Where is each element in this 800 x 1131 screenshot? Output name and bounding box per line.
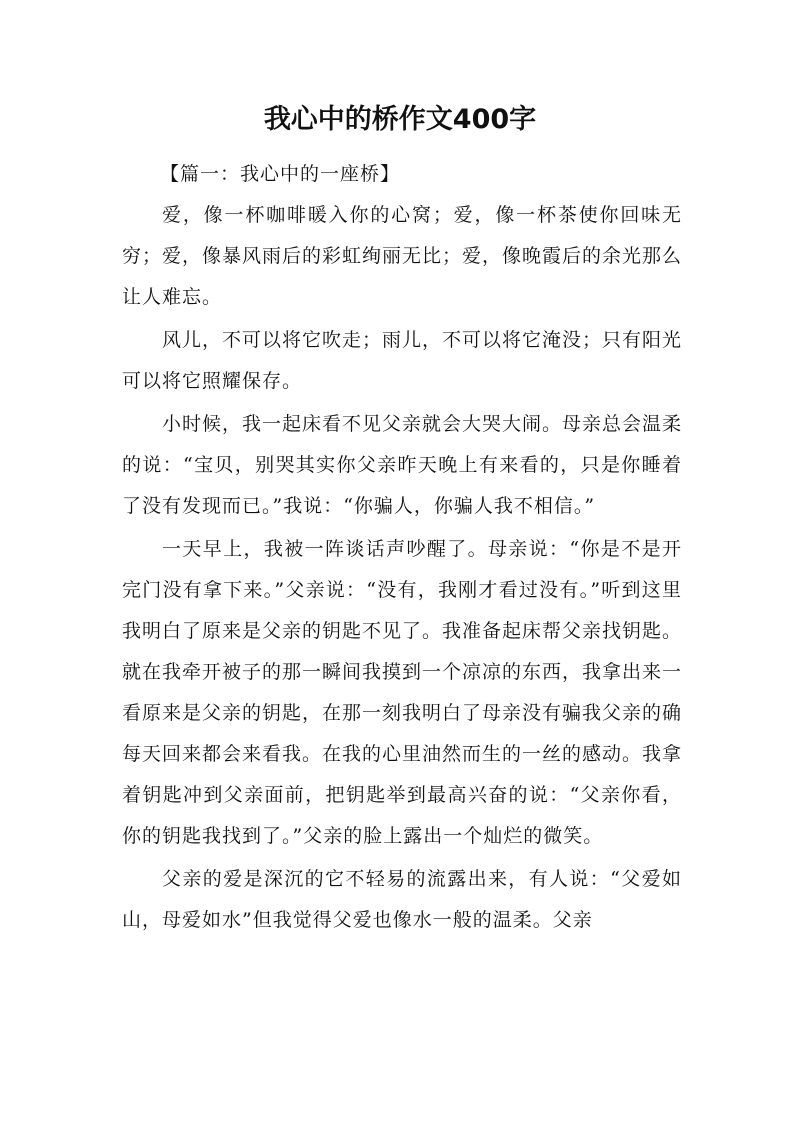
document-title: 我心中的桥作文400字 xyxy=(263,104,537,135)
paragraph: 一天早上，我被一阵谈话声吵醒了。母亲说：“你是不是开完门没有拿下来。”父亲说：“没有，我刚才看过没有。”听到这里我明白了原来是父亲的钥匙不见了。我准备起床帮父亲找钥匙。就在我牵开被子的那一瞬间我摸到一个凉凉的东西，我拿出来一看原来是父亲的钥匙，在那一刻我明白了母亲没有骗我父亲的确每天回来都会来看我。在我的心里油然而生的一丝的感动。我拿着钥匙冲到父亲面前，把钥匙举到最高兴奋的说：“父亲你看，你的钥匙我找到了。”父亲的脸上露出一个灿烂的微笑。 xyxy=(122,538,683,847)
document-body xyxy=(122,155,682,943)
paragraph: 爱，像一杯咖啡暖入你的心窝；爱，像一杯茶使你回味无穷；爱，像暴风雨后的彩虹绚丽无比；爱，像晚霞后的余光那么让人难忘。 xyxy=(122,204,683,308)
section-heading: 【篇一：我心中的一座桥】 xyxy=(160,163,401,185)
paragraph: 小时候，我一起床看不见父亲就会大哭大闹。母亲总会温柔的说：“宝贝，别哭其实你父亲昨天晚上有来看的，只是你睡着了没有发现而已。”我说：“你骗人，你骗人我不相信。” xyxy=(122,413,683,517)
paragraph: 风儿，不可以将它吹走；雨儿，不可以将它淹没；只有阳光可以将它照耀保存。 xyxy=(122,329,683,392)
paragraph: 父亲的爱是深沉的它不轻易的流露出来，有人说：“父爱如山，母爱如水”但我觉得父爱也像水一般的温柔。父亲 xyxy=(122,868,682,931)
